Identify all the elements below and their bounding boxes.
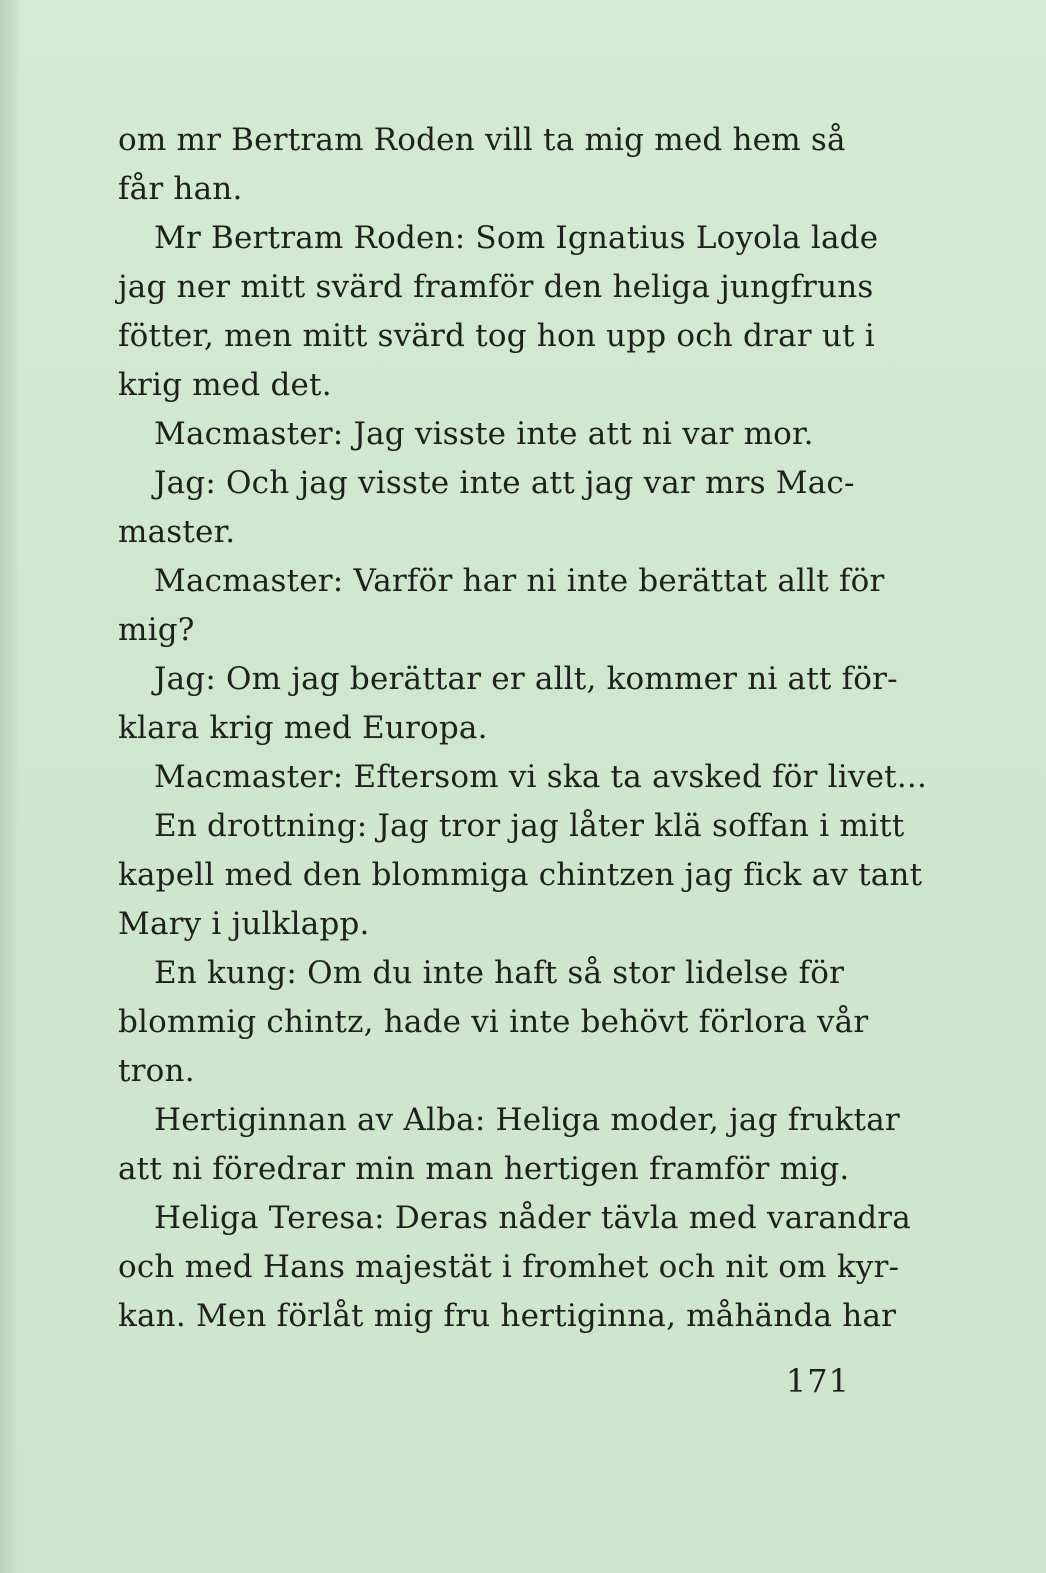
- text-line: mig?: [118, 612, 195, 648]
- text-line: Macmaster: Jag visste inte att ni var mor.: [154, 416, 814, 452]
- paragraph: [118, 214, 879, 410]
- paragraph: [118, 655, 898, 753]
- text-line: master.: [118, 514, 236, 550]
- text-line: jag ner mitt svärd framför den heliga jungfruns: [118, 269, 874, 305]
- paragraph: [118, 459, 855, 557]
- text-line: kan. Men förlåt mig fru hertiginna, måhända har: [118, 1298, 897, 1334]
- paragraph: [118, 116, 844, 214]
- text-line: Hertiginnan av Alba: Heliga moder, jag fruktar: [154, 1102, 900, 1138]
- paragraph: [118, 557, 885, 655]
- text-line: får han.: [118, 171, 243, 207]
- page-left-edge: [0, 0, 18, 1573]
- text-line: Jag: Om jag berättar er allt, kommer ni att för-: [154, 661, 898, 697]
- text-line: Mr Bertram Roden: Som Ignatius Loyola lade: [154, 220, 879, 256]
- page-number: 171: [785, 1362, 850, 1400]
- text-line: tron.: [118, 1053, 195, 1089]
- text-line: krig med det.: [118, 367, 332, 403]
- paragraph: [118, 949, 869, 1096]
- paragraph: [118, 410, 844, 459]
- paragraph: [118, 802, 923, 949]
- text-line: och med Hans majestät i fromhet och nit om kyr-: [118, 1249, 900, 1285]
- text-line: fötter, men mitt svärd tog hon upp och drar ut i: [118, 318, 875, 354]
- text-line: klara krig med Europa.: [118, 710, 488, 746]
- text-line: Macmaster: Varför har ni inte berättat allt för: [154, 563, 885, 599]
- text-line: En kung: Om du inte haft så stor lidelse för: [154, 955, 845, 991]
- text-line: blommig chintz, hade vi inte behövt förlora vår: [118, 1004, 869, 1040]
- text-line: kapell med den blommiga chintzen jag fick av tant: [118, 857, 923, 893]
- text-line: Macmaster: Eftersom vi ska ta avsked för livet...: [154, 759, 927, 795]
- text-line: En drottning: Jag tror jag låter klä soffan i mitt: [154, 808, 905, 844]
- text-line: att ni föredrar min man hertigen framför mig.: [118, 1151, 850, 1187]
- text-line: Jag: Och jag visste inte att jag var mrs Mac-: [154, 465, 855, 501]
- page-text: [118, 116, 927, 1341]
- paragraph: [118, 1194, 911, 1341]
- text-line: Heliga Teresa: Deras nåder tävla med varandra: [154, 1200, 911, 1236]
- paragraph: [118, 753, 927, 802]
- text-line: om mr Bertram Roden vill ta mig med hem så: [118, 122, 846, 158]
- paragraph: [118, 1096, 900, 1194]
- text-line: Mary i julklapp.: [118, 906, 370, 942]
